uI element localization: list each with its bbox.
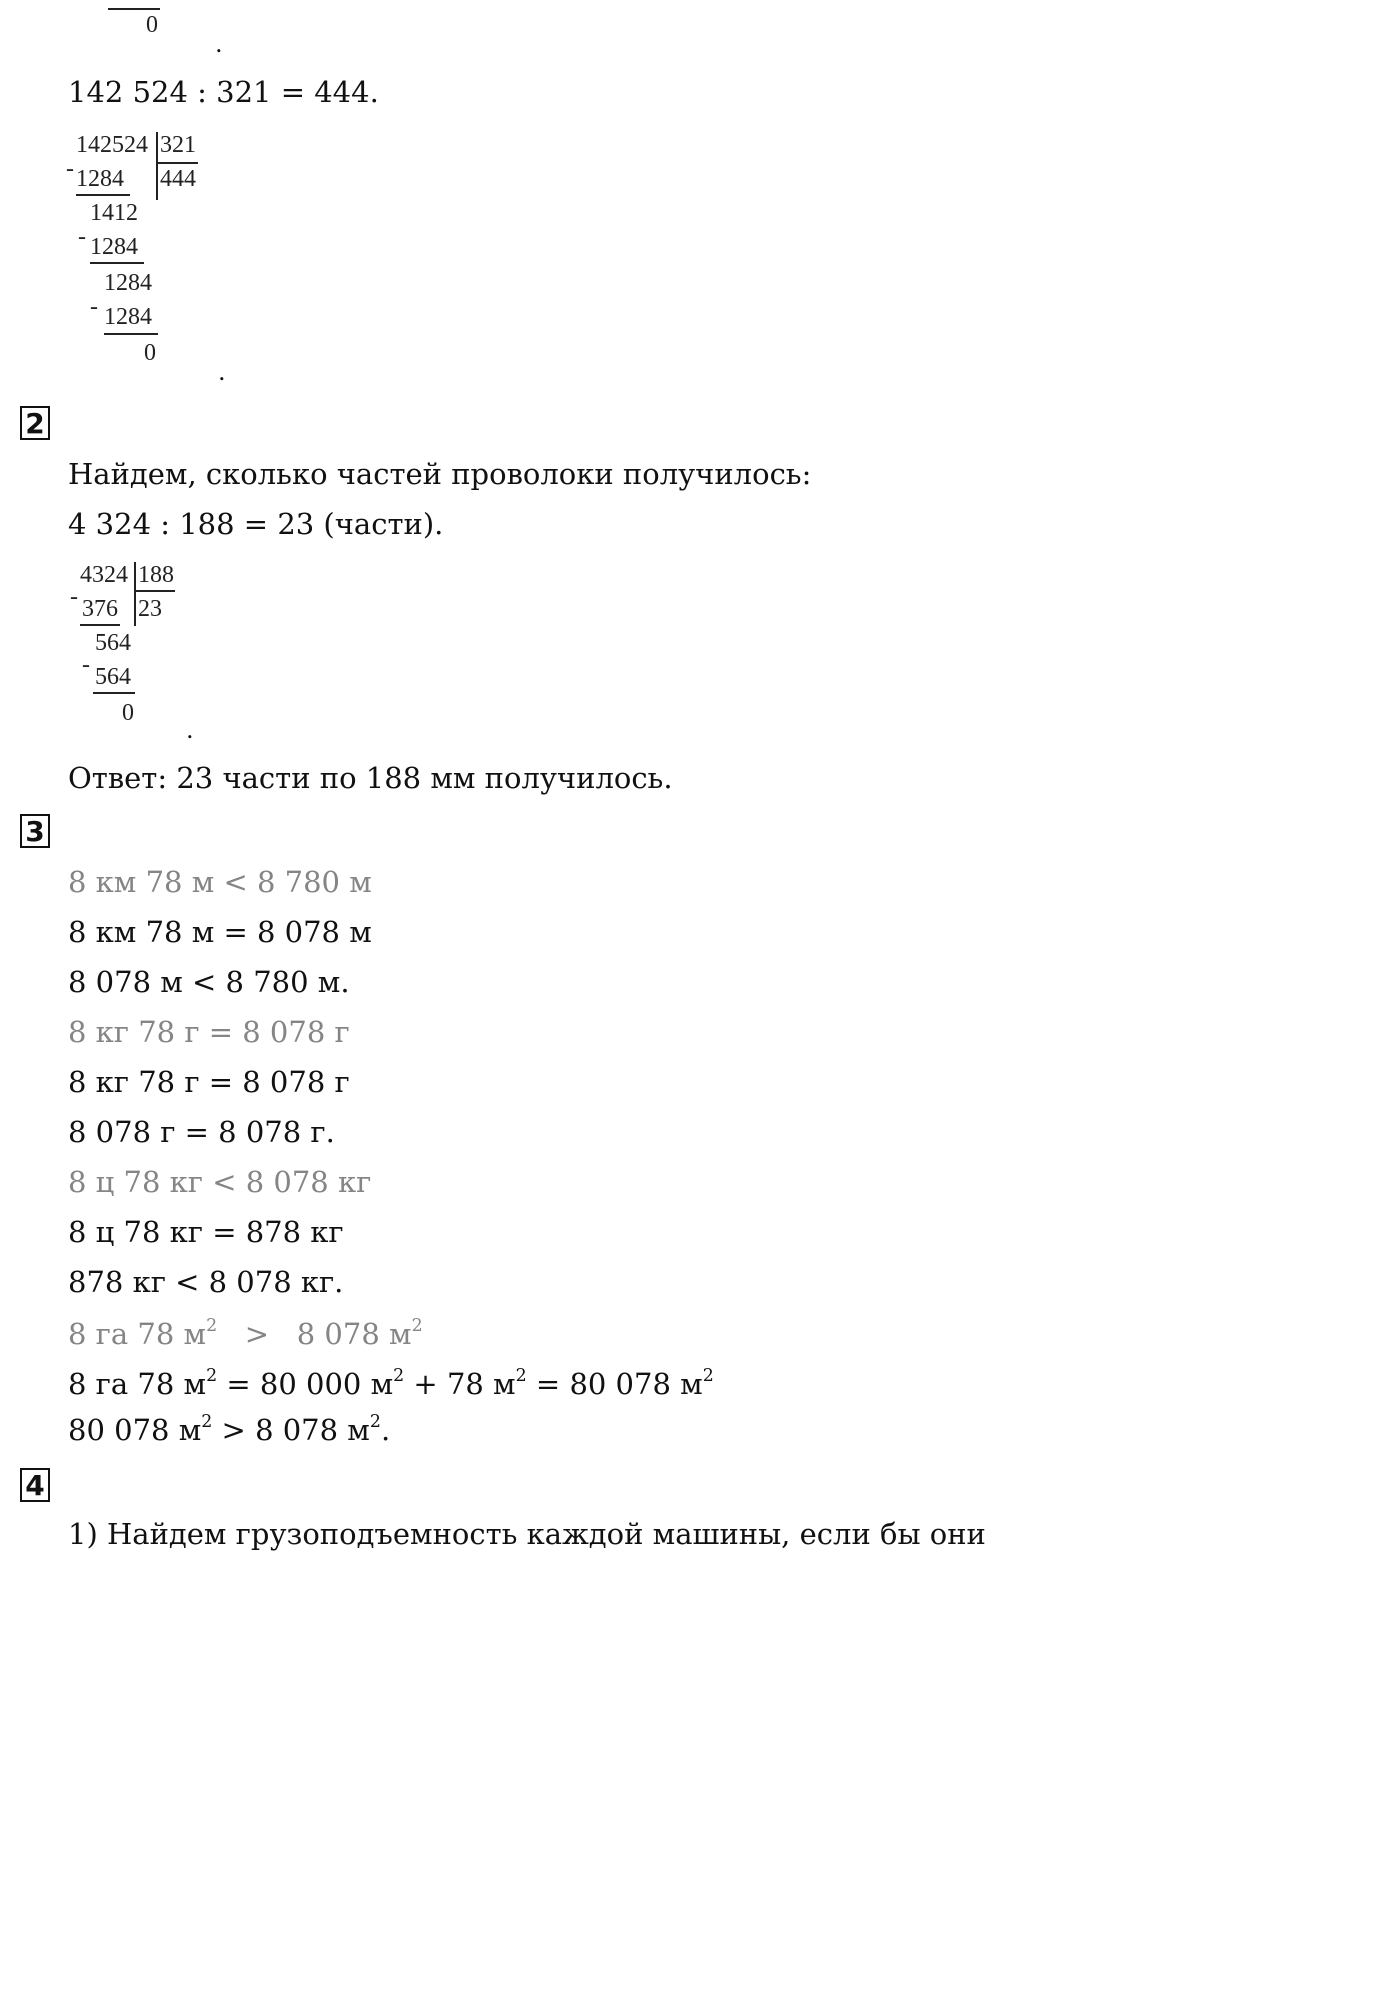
area-eq1: = 80 000 м: [217, 1367, 394, 1401]
dividend: 4324: [80, 562, 128, 588]
comparison-line: 8 ц 78 кг < 8 078 кг: [68, 1165, 372, 1199]
minus-sign: -: [90, 294, 98, 320]
area-expansion: [68, 1366, 714, 1402]
comparison-line: 8 км 78 м = 8 078 м: [68, 915, 372, 949]
task-number-4: 4: [20, 1468, 50, 1502]
task-number-2: 2: [20, 406, 50, 440]
trailing-dot: .: [215, 30, 223, 58]
step-line: [90, 262, 144, 264]
division-vertical-bar: [134, 562, 136, 626]
area-result-end: .: [380, 1413, 391, 1447]
division-line: [108, 8, 160, 10]
trailing-dot: .: [218, 358, 226, 386]
step-subtrahend: 1284: [76, 166, 124, 192]
area-result: [68, 1412, 390, 1448]
square-exponent: 2: [702, 1365, 714, 1386]
area-lhs: 8 га 78 м: [68, 1367, 207, 1401]
comparison-line: 8 км 78 м < 8 780 м: [68, 865, 372, 899]
comparison-line: 8 кг 78 г = 8 078 г: [68, 1015, 350, 1049]
division-remainder: 0: [122, 700, 134, 726]
step-line: [80, 624, 120, 626]
step-line: [104, 333, 158, 335]
square-exponent: 2: [369, 1411, 381, 1432]
square-exponent: 2: [206, 1315, 218, 1336]
square-exponent: 2: [411, 1315, 423, 1336]
task4-line-1: 1) Найдем грузоподъемность каждой машины, если бы они: [68, 1517, 986, 1551]
step-subtrahend: 1284: [90, 234, 138, 260]
dividend: 142524: [76, 132, 148, 158]
task2-intro: Найдем, сколько частей проволоки получилось:: [68, 457, 812, 491]
task-number-3: 3: [20, 814, 50, 848]
square-exponent: 2: [206, 1365, 218, 1386]
area-right: 8 078 м: [296, 1317, 412, 1351]
divisor-underline: [135, 590, 175, 592]
task2-equation: 4 324 : 188 = 23 (части).: [68, 507, 444, 541]
comparison-line: 8 078 м < 8 780 м.: [68, 965, 350, 999]
quotient: 23: [138, 596, 162, 622]
step-partial: 1412: [90, 200, 138, 226]
comparison-line: 878 кг < 8 078 кг.: [68, 1265, 344, 1299]
divisor: 321: [160, 132, 196, 158]
step-subtrahend: 564: [95, 664, 131, 690]
area-comparison: [68, 1316, 423, 1352]
step-subtrahend: 376: [82, 596, 118, 622]
square-exponent: 2: [201, 1411, 213, 1432]
comparison-line: 8 ц 78 кг = 878 кг: [68, 1215, 344, 1249]
square-exponent: 2: [515, 1365, 527, 1386]
division-remainder: 0: [146, 12, 158, 38]
minus-sign: -: [78, 224, 86, 250]
step-line: [76, 194, 130, 196]
step-line: [93, 692, 135, 694]
area-result-sign: > 8 078 м: [212, 1413, 370, 1447]
minus-sign: -: [66, 156, 74, 182]
square-exponent: 2: [393, 1365, 405, 1386]
division-remainder: 0: [144, 340, 156, 366]
division-equation: 142 524 : 321 = 444.: [68, 75, 379, 109]
task2-answer: Ответ: 23 части по 188 мм получилось.: [68, 761, 673, 795]
long-division-1: [60, 130, 220, 370]
divisor-underline: [157, 162, 198, 164]
trailing-dot: .: [186, 716, 194, 744]
area-sign: >: [244, 1317, 270, 1351]
quotient: 444: [160, 166, 196, 192]
division-vertical-bar: [156, 132, 158, 200]
area-eq2: = 80 078 м: [526, 1367, 703, 1401]
area-left: 8 га 78 м: [68, 1317, 207, 1351]
divisor: 188: [138, 562, 174, 588]
minus-sign: -: [70, 584, 78, 610]
comparison-line: 8 078 г = 8 078 г.: [68, 1115, 335, 1149]
step-partial: 1284: [104, 270, 152, 296]
step-partial: 564: [95, 630, 131, 656]
step-subtrahend: 1284: [104, 304, 152, 330]
area-result-left: 80 078 м: [68, 1413, 202, 1447]
minus-sign: -: [82, 652, 90, 678]
area-plus: + 78 м: [404, 1367, 516, 1401]
long-division-2: [60, 560, 200, 730]
comparison-line: 8 кг 78 г = 8 078 г: [68, 1065, 350, 1099]
